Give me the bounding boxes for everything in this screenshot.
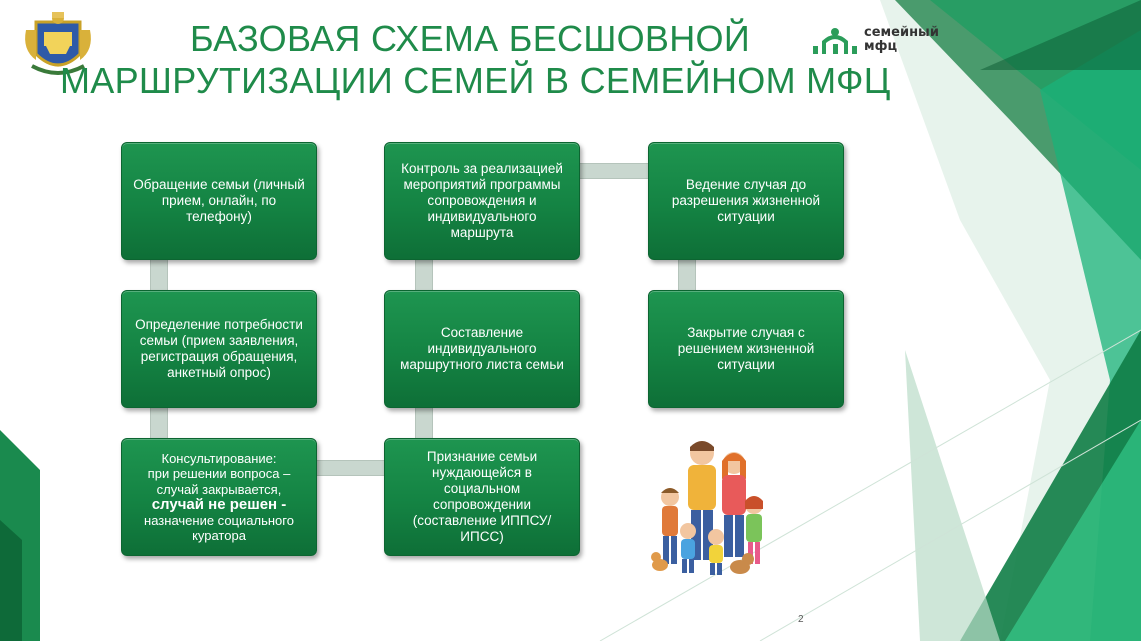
step-case-management	[648, 142, 844, 260]
step-needs-assessment	[121, 290, 317, 408]
title-line-1: БАЗОВАЯ СХЕМА БЕСШОВНОЙ	[189, 18, 751, 59]
page-number: 2	[798, 614, 804, 625]
family-mfc-logo-icon	[810, 26, 860, 56]
logo-line-1: семейный	[864, 25, 939, 40]
connector-b7-b8	[678, 258, 696, 294]
consultation-curator-text: назначение социального куратора	[144, 512, 294, 543]
connector-b4-b5	[415, 406, 433, 442]
step-family-request	[121, 142, 317, 260]
connector-b1-b2	[150, 258, 168, 294]
step-needs-assessment-text: Определение потребности семьи (прием заявления, регистрация обращения, анкетный опрос)	[135, 317, 303, 380]
consultation-unresolved-text: случай не решен -	[151, 496, 287, 513]
step-consultation	[121, 438, 317, 556]
step-recognition-text: Признание семьи нуждающейся в социальном сопровождении (составление ИППСУ/ИПСС)	[412, 449, 552, 544]
step-route-sheet	[384, 290, 580, 408]
family-mfc-logo	[810, 26, 960, 60]
page-title	[60, 18, 891, 102]
title-line-2: МАРШРУТИЗАЦИИ СЕМЕЙ В СЕМЕЙНОМ МФЦ	[60, 60, 891, 101]
consultation-resolved-text: при решении вопроса – случай закрывается,	[147, 466, 291, 497]
step-case-closure-text: Закрытие случая с решением жизненной ситуации	[677, 325, 815, 372]
connector-b3-b4	[315, 460, 385, 476]
connector-b2-b3	[150, 406, 168, 442]
step-case-closure	[648, 290, 844, 408]
consultation-heading: Консультирование:	[161, 450, 277, 466]
step-monitoring-text: Контроль за реализацией мероприятий программы сопровождения и индивидуального маршрута	[401, 161, 563, 240]
step-monitoring	[384, 142, 580, 260]
step-family-request-text: Обращение семьи (личный прием, онлайн, по телефону)	[133, 177, 305, 224]
connector-b5-b6	[415, 258, 433, 294]
connector-b6-b7	[578, 163, 652, 179]
step-recognition	[384, 438, 580, 556]
step-case-management-text: Ведение случая до разрешения жизненной ситуации	[671, 177, 821, 224]
step-route-sheet-text: Составление индивидуального маршрутного листа семьи	[400, 325, 564, 372]
family-illustration-icon	[650, 435, 780, 580]
logo-line-2: мфц	[864, 39, 898, 54]
